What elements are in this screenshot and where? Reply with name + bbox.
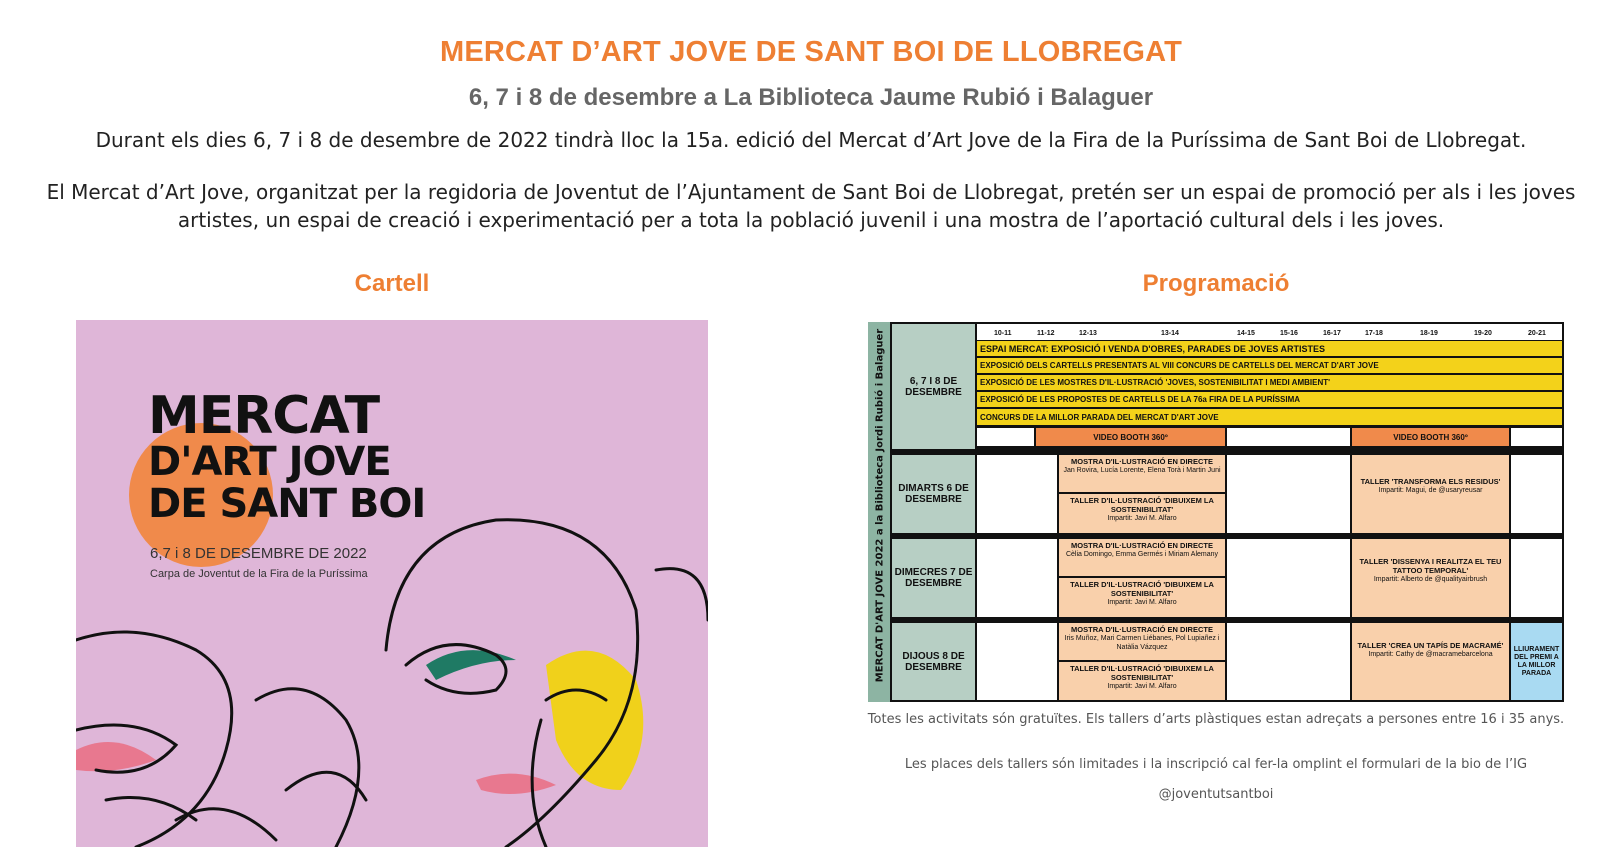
poster-dates: 6,7 i 8 DE DESEMBRE DE 2022 xyxy=(150,545,367,562)
page-subtitle: 6, 7 i 8 de desembre a La Biblioteca Jaume Rubió i Balaguer xyxy=(468,84,1154,111)
yellow-row: EXPOSICIÓ DE LES MOSTRES D'IL·LUSTRACIÓ 'JOVES, SOSTENIBILITAT I MEDI AMBIENT' xyxy=(977,375,1562,391)
empty-cell xyxy=(1227,455,1350,533)
day-cell-all: 6, 7 I 8 DE DESEMBRE xyxy=(892,324,975,449)
hour-label: 14-15 xyxy=(1237,330,1255,337)
hour-label: 13-14 xyxy=(1161,330,1179,337)
hour-label: 12-13 xyxy=(1079,330,1097,337)
empty-cell xyxy=(1511,455,1562,533)
programacio-heading: Programació xyxy=(1142,270,1290,297)
hour-label: 17-18 xyxy=(1365,330,1383,337)
yellow-row: ESPAI MERCAT: EXPOSICIÓ I VENDA D'OBRES, PARADES DE JOVES ARTISTES xyxy=(977,341,1562,357)
taller-cell: TALLER 'TRANSFORMA ELS RESIDUS' Impartit: Magui, de @usaryreusar xyxy=(1352,455,1509,533)
description-paragraph: El Mercat d’Art Jove, organitzat per la regidoria de Joventut de l’Ajuntament de Sant Boi de Llobregat, pretén ser un espai de promoció per als i les joves artistes, un espai de creació i experimentació per a tota la població juvenil i una mostra de l’aportació cultural dels i les joves. xyxy=(46,180,1576,232)
hour-label: 19-20 xyxy=(1474,330,1492,337)
taller-cell: TALLER D'IL·LUSTRACIÓ 'DIBUIXEM LA SOSTENIBILITAT' Impartit: Javi M. Alfaro xyxy=(1059,494,1225,533)
poster-image[interactable] xyxy=(76,320,708,847)
day-cell-6: DIMARTS 6 DE DESEMBRE xyxy=(892,455,975,533)
hour-label: 10-11 xyxy=(994,330,1012,337)
empty-cell xyxy=(977,539,1057,617)
lliurament-cell: LLIURAMENT DEL PREMI A LA MILLOR PARADA xyxy=(1511,623,1562,700)
instagram-handle[interactable]: @joventutsantboi xyxy=(1158,787,1274,802)
hour-label: 11-12 xyxy=(1037,330,1055,337)
hour-label: 15-16 xyxy=(1280,330,1298,337)
empty-cell xyxy=(977,623,1057,700)
mostra-cell: MOSTRA D'IL·LUSTRACIÓ EN DIRECTE Jan Rovira, Lucía Lorente, Elena Torà i Martin Juni xyxy=(1059,455,1225,492)
mostra-cell: MOSTRA D'IL·LUSTRACIÓ EN DIRECTE Cèlia Domingo, Emma Germés i Miriam Alemany xyxy=(1059,539,1225,576)
empty-cell xyxy=(1227,428,1350,446)
day-cell-7: DIMECRES 7 DE DESEMBRE xyxy=(892,539,975,617)
hour-label: 18-19 xyxy=(1420,330,1438,337)
taller-cell: TALLER 'CREA UN TAPÍS DE MACRAMÉ' Impartit: Cathy de @macramebarcelona xyxy=(1352,623,1509,700)
intro-paragraph: Durant els dies 6, 7 i 8 de desembre de 2022 tindrà lloc la 15a. edició del Mercat d’Art Jove de la Fira de la Puríssima de Sant Boi de Llobregat. xyxy=(95,128,1527,152)
note-places: Les places dels tallers són limitades i la inscripció cal fer-la omplint el formulari de la bio de l’IG xyxy=(904,757,1528,772)
empty-cell xyxy=(977,455,1057,533)
note-free-activities: Totes les activitats són gratuïtes. Els tallers d’arts plàstiques estan adreçats a persones entre 16 i 35 anys. xyxy=(867,712,1565,727)
empty-cell xyxy=(1227,539,1350,617)
taller-cell: TALLER D'IL·LUSTRACIÓ 'DIBUIXEM LA SOSTENIBILITAT' Impartit: Javi M. Alfaro xyxy=(1059,662,1225,700)
mostra-cell: MOSTRA D'IL·LUSTRACIÓ EN DIRECTE Iris Muñoz, Mari Carmen Liébanes, Pol Lupiañez i Natàlia Vázquez xyxy=(1059,623,1225,660)
poster-title-line1: MERCAT xyxy=(148,386,380,446)
schedule-table[interactable] xyxy=(868,322,1564,702)
poster-title-line3: DE SANT BOI xyxy=(148,481,426,527)
hour-label: 16-17 xyxy=(1323,330,1341,337)
yellow-row: EXPOSICIÓ DELS CARTELLS PRESENTATS AL VIII CONCURS DE CARTELLS DEL MERCAT D'ART JOVE xyxy=(977,358,1562,374)
poster-place: Carpa de Joventut de la Fira de la Puríssima xyxy=(150,568,368,580)
schedule-vertical-caption: MERCAT D'ART JOVE 2022 a la Biblioteca Jordi Rubió i Balaguer xyxy=(868,322,892,702)
video-booth-cell: VIDEO BOOTH 360º xyxy=(1036,428,1225,446)
hour-label: 20-21 xyxy=(1528,330,1546,337)
empty-cell xyxy=(977,428,1034,446)
day-cell-8: DIJOUS 8 DE DESEMBRE xyxy=(892,623,975,700)
poster-title-line2: D'ART JOVE xyxy=(148,439,391,485)
yellow-row: EXPOSICIÓ DE LES PROPOSTES DE CARTELLS DE LA 76a FIRA DE LA PURÍSSIMA xyxy=(977,392,1562,408)
video-booth-cell: VIDEO BOOTH 360º xyxy=(1352,428,1509,446)
taller-cell: TALLER D'IL·LUSTRACIÓ 'DIBUIXEM LA SOSTENIBILITAT' Impartit: Javi M. Alfaro xyxy=(1059,578,1225,617)
yellow-row: CONCURS DE LA MILLOR PARADA DEL MERCAT D'ART JOVE xyxy=(977,409,1562,426)
empty-cell xyxy=(1511,539,1562,617)
empty-cell xyxy=(1511,428,1562,446)
page-title: MERCAT D’ART JOVE DE SANT BOI DE LLOBREGAT xyxy=(439,36,1182,68)
cartell-heading: Cartell xyxy=(354,270,430,297)
taller-cell: TALLER 'DISSENYA I REALITZA EL TEU TATTOO TEMPORAL' Impartit: Alberto de @qualityairbrush xyxy=(1352,539,1509,617)
empty-cell xyxy=(1227,623,1350,700)
